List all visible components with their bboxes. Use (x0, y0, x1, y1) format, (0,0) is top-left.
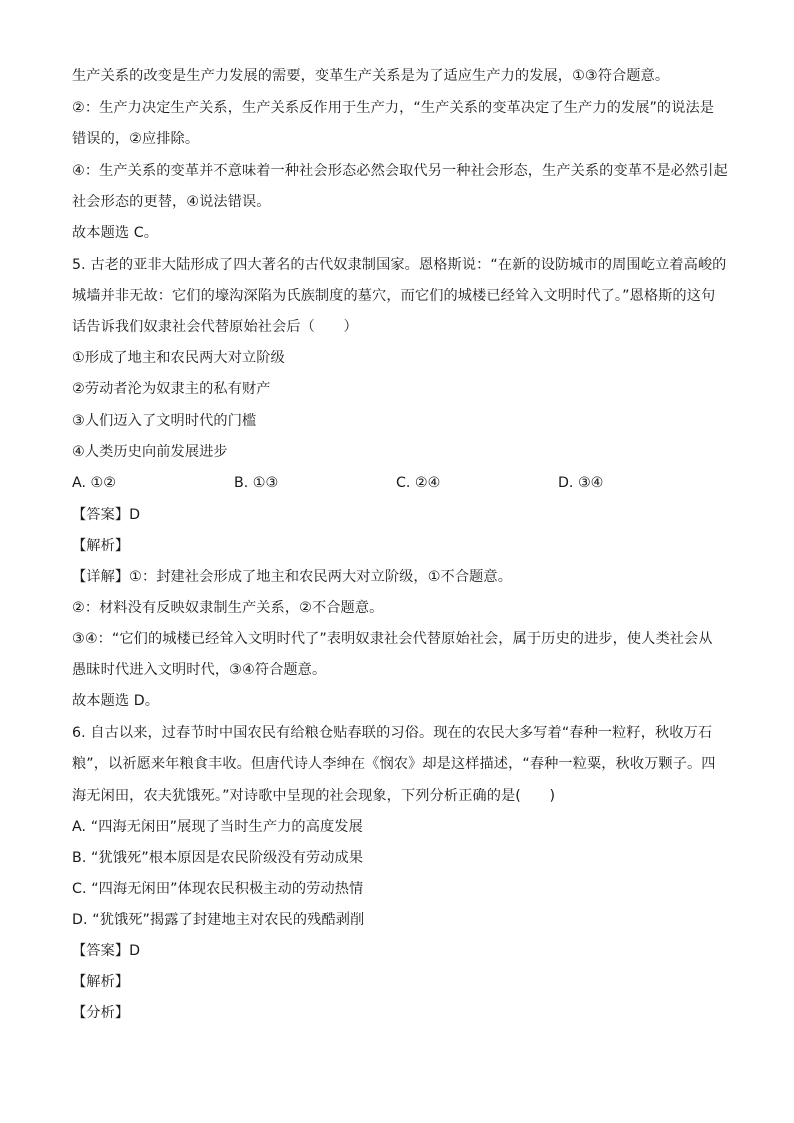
option-c: C. ②④ (396, 475, 441, 491)
text-line: 故本题选 C。 (72, 225, 159, 241)
text-line: 故本题选 D。 (72, 693, 160, 709)
text-line: ④：生产关系的变革并不意味着一种社会形态必然会取代另一种社会形态，生产关系的变革不是必然引起 (72, 163, 728, 179)
text-line: 粮”，以祈愿来年粮食丰收。但唐代诗人李绅在《悯农》却是这样描述，“春种一粒粟，秋收万颗子。四 (72, 756, 716, 772)
text-line: 愚昧时代进入文明时代，③④符合题意。 (72, 662, 327, 678)
analysis-label: 【解析】 (72, 538, 130, 554)
text-line: ③④：“它们的城楼已经耸入文明时代了”表明奴隶社会代替原始社会，属于历史的进步，使人类社会从 (72, 631, 713, 647)
option-c: C. “四海无闲田”体现农民积极主动的劳动热情 (72, 881, 364, 897)
answer-label: 【答案】D (72, 507, 141, 523)
option-a: A. ①② (72, 475, 116, 491)
analysis-label: 【分析】 (72, 1005, 130, 1021)
option-a: A. “四海无闲田”展现了当时生产力的高度发展 (72, 819, 363, 835)
text-line: 错误的，②应排除。 (72, 131, 200, 147)
option-d: D. ③④ (558, 475, 604, 491)
text-line: 【详解】①：封建社会形成了地主和农民两大对立阶级，①不合题意。 (72, 569, 512, 585)
text-line: ②：材料没有反映奴隶制生产关系，②不合题意。 (72, 600, 384, 616)
text-line: 社会形态的更替，④说法错误。 (72, 194, 271, 210)
answer-label: 【答案】D (72, 943, 141, 959)
statement-item: ④人类历史向前发展进步 (72, 444, 228, 460)
text-line: 海无闲田，农夫犹饿死。”对诗歌中呈现的社会现象，下列分析正确的是( ) (72, 788, 556, 804)
analysis-label: 【解析】 (72, 974, 130, 990)
text-line: 生产关系的改变是生产力发展的需要，变革生产关系是为了适应生产力的发展，①③符合题意。 (72, 68, 670, 84)
text-line: ②：生产力决定生产关系，生产关系反作用于生产力，“生产关系的变革决定了生产力的发展”的说法是 (72, 100, 715, 116)
text-line: 城墙并非无故：它们的壕沟深陷为氏族制度的墓穴，而它们的城楼已经耸入文明时代了。”恩格斯的这句 (72, 288, 716, 304)
option-b: B. “犹饿死”根本原因是农民阶级没有劳动成果 (72, 850, 364, 866)
question-5-options (72, 473, 732, 493)
option-d: D. “犹饿死”揭露了封建地主对农民的残酷剥削 (72, 912, 365, 928)
statement-item: ②劳动者沦为奴隶主的私有财产 (72, 381, 271, 397)
option-b: B. ①③ (234, 475, 279, 491)
question-5-stem: 5. 古老的亚非大陆形成了四大著名的古代奴隶制国家。恩格斯说：“在新的设防城市的周围屹立着高峻的 (72, 257, 727, 273)
statement-item: ①形成了地主和农民两大对立阶级 (72, 350, 285, 366)
question-6-stem: 6. 自古以来，过春节时中国农民有给粮仓贴春联的习俗。现在的农民大多写着“春种一粒籽，秋收万石 (72, 725, 713, 741)
text-line: 话告诉我们奴隶社会代替原始社会后（ ） (72, 319, 358, 335)
statement-item: ③人们迈入了文明时代的门槛 (72, 413, 257, 429)
